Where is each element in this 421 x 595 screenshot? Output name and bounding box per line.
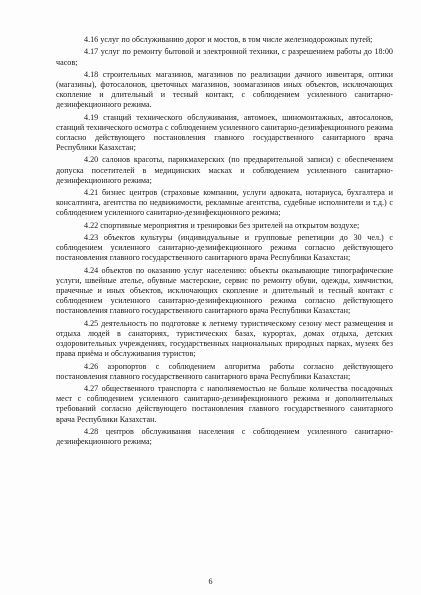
paragraph-4-22: 4.22 спортивные мероприятия и тренировки без зрителей на открытом воздухе; <box>84 220 360 230</box>
paragraph-4-23: 4.23 объектов культуры (индивидуальные и групповые репетиции до 30 чел.) с соблюдением усиленного санитарно-дезинфекционного режима согласно действующего постановления главного государственного санитарного врача Республики Казахстан; <box>56 233 393 263</box>
paragraph-4-27: 4.27 общественного транспорта с наполняемостью не больше количества посадочных мест с соблюдением усиленного санитарно-дезинфекционного режима и дополнительных требований согласно действующего постановления главного государственного санитарного врача Республики Казахстан. <box>56 384 393 424</box>
paragraph-4-26: 4.26 аэропортов с соблюдением алгоритма работы согласно действующего постановления главного государственного санитарного врача Республики Казахстан; <box>56 361 393 381</box>
paragraph-4-17: 4.17 услуг по ремонту бытовой и электронной техники, с разрешением работы до 18:00 часов; <box>56 47 393 67</box>
paragraph-4-21: 4.21 бизнес центров (страховые компании, услуги адвоката, нотариуса, бухгалтера и консалтинга, агентства по недвижимости, рекламные агентства, судебные исполнители и т.д.) с соблюдением усиленного санитарно-дезинфекционного режима; <box>56 188 393 218</box>
document-body <box>56 35 393 447</box>
paragraph-4-24: 4.24 объектов по оказанию услуг населению: объекты оказывающие типографические услуги, швейные ателье, обувные мастерские, сервис по ремонту обуви, одежды, химчистки, прачечные и иных объектов, исключающих скопление и длительный и тесный контакт с соблюдением усиленного санитарно-дезинфекционного режима согласно действующего постановления главного государственного санитарного врача Республики Казахстан; <box>56 265 393 316</box>
page-number: 6 <box>208 577 213 586</box>
paragraph-4-16: 4.16 услуг по обслуживанию дорог и мостов, в том числе железнодорожных путей; <box>84 35 373 44</box>
paragraph-4-18: 4.18 строительных магазинов, магазинов по реализации дачного инвентаря, оптики (магазины), фотосалонов, цветочных магазинов, зоомагазинов иных объектов, исключающих скопление и длительный и тесный контакт, с соблюдением усиленного санитарно-дезинфекционного режима. <box>56 69 393 110</box>
paragraph-4-19: 4.19 станций технического обслуживания, автомоек, шиномонтажных, автосалонов, станций технического осмотра с соблюдением усиленного санитарно-дезинфекционного режима согласно действующего постановления главного государственного санитарного врача Республики Казахстан; <box>56 112 393 153</box>
paragraph-4-25: 4.25 деятельность по подготовке к летнему туристическому сезону мест размещения и отдыха людей в санаториях, туристических базах, курортах, домах отдыха, детских оздоровительных учреждениях, государственных национальных природных парках, музеях без права приёма и обслуживания туристов; <box>56 318 393 359</box>
paragraph-4-20: 4.20 салонов красоты, парикмахерских (по предварительной записи) с обеспечением допуска посетителей в медицинских масках и соблюдением усиленного санитарно-дезинфекционного режима; <box>56 155 393 185</box>
paragraph-4-28: 4.28 центров обслуживания населения с соблюдением усиленного санитарно-дезинфекционного режима; <box>56 426 393 447</box>
